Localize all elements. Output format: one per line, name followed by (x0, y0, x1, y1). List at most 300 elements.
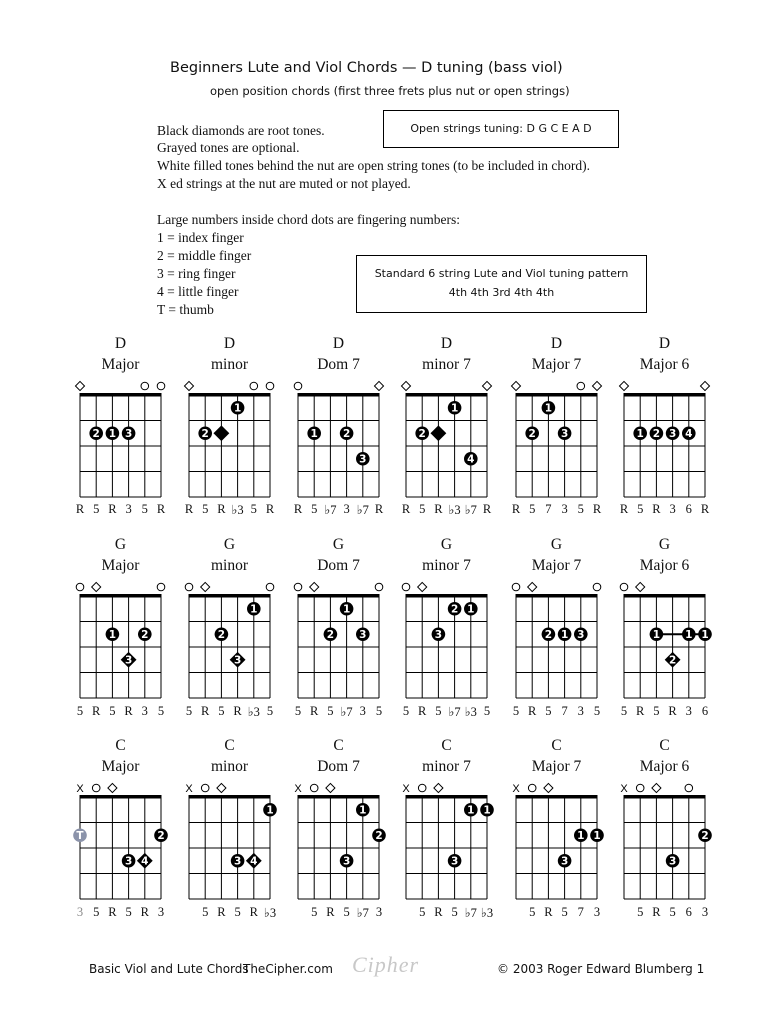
tone-label: R (293, 502, 303, 516)
tone-label: ♭7 (448, 705, 461, 719)
finger-dot (89, 426, 103, 440)
nut (516, 795, 598, 799)
tone-label: 5 (402, 704, 410, 718)
muted-string-marker: X (76, 783, 84, 795)
finger-number: 3 (668, 855, 677, 868)
tone-label: 5 (93, 502, 100, 516)
open-root-marker (528, 582, 537, 591)
finger-number: 1 (467, 603, 475, 616)
tone-label: 3 (359, 704, 366, 718)
tone-label: 5 (375, 704, 383, 718)
finger-number: 4 (685, 428, 693, 441)
tone-label: 5 (512, 704, 520, 718)
finger-dot (356, 803, 370, 817)
optional-thumb-dot (73, 828, 87, 842)
chord-diagram (504, 578, 614, 688)
finger-dot (138, 627, 152, 641)
tone-label: 5 (529, 905, 536, 919)
chord-diagram (394, 377, 504, 487)
tone-label: R (108, 905, 117, 919)
tone-label: 5 (202, 502, 209, 516)
legend-finger-2: 2 = middle finger (157, 248, 252, 263)
tone-label: 5 (561, 905, 568, 919)
finger-dot (263, 803, 277, 817)
chord-name (397, 333, 497, 375)
finger-dot (340, 426, 354, 440)
finger-dot (650, 627, 664, 641)
finger-dot (122, 426, 136, 440)
finger-dot (122, 854, 136, 868)
finger-dot (650, 426, 664, 440)
tone-label: ♭7 (464, 503, 477, 517)
open-string-marker (577, 382, 585, 390)
chord-quality: Dom 7 (317, 557, 360, 574)
chord-diagram (68, 779, 178, 889)
tone-label: R (140, 905, 149, 919)
chord-name (71, 534, 171, 576)
finger-number: 1 (467, 804, 475, 817)
tone-label: ♭7 (356, 503, 369, 517)
open-root-marker (652, 783, 661, 792)
finger-number: 1 (342, 603, 351, 616)
open-string-marker (512, 583, 520, 591)
chord-quality: Major 6 (639, 758, 690, 775)
open-root-marker (217, 783, 226, 792)
page-subtitle: open position chords (first three frets plus nut or open strings) (210, 84, 570, 98)
open-string-marker (418, 784, 426, 792)
tone-label: R (528, 704, 537, 718)
open-string-marker (141, 382, 149, 390)
finger-dot (682, 627, 696, 641)
footer-doc-title: Basic Viol and Lute Chords (89, 962, 249, 976)
finger-dot (340, 854, 354, 868)
open-root-marker (310, 582, 319, 591)
tone-label: R (592, 502, 602, 516)
finger-dot (542, 401, 556, 415)
root-finger-dot (246, 853, 262, 869)
finger-number: 4 (250, 855, 258, 868)
tone-label: 5 (294, 704, 302, 718)
open-root-marker (619, 381, 628, 390)
tone-label: 3 (593, 905, 601, 919)
finger-number: 1 (108, 629, 117, 642)
finger-dot (464, 602, 478, 616)
chord-quality: minor 7 (422, 557, 471, 574)
chord-root: C (115, 737, 126, 754)
tone-label: R (700, 502, 710, 516)
chord-root: D (658, 335, 671, 352)
chord-name (507, 333, 607, 375)
tone-label: 5 (234, 905, 241, 919)
muted-string-marker: X (512, 783, 520, 795)
nut (189, 393, 271, 397)
tone-label: 6 (685, 502, 692, 516)
tone-label: R (482, 502, 492, 516)
chord-quality: minor (210, 356, 249, 373)
finger-number: 3 (233, 654, 242, 667)
open-root-marker (201, 582, 210, 591)
chord-root: D (550, 335, 563, 352)
tone-label: 5 (620, 704, 628, 718)
finger-number: 2 (652, 428, 661, 441)
nut (80, 795, 162, 799)
finger-dot (231, 854, 245, 868)
tone-label: R (434, 905, 443, 919)
chord-diagram (177, 377, 287, 487)
open-root-marker (418, 582, 427, 591)
tone-label: 7 (561, 704, 568, 718)
tone-label: 5 (125, 905, 132, 919)
finger-number: 2 (528, 428, 536, 441)
tone-label: R (652, 905, 661, 919)
tone-label: R (310, 704, 319, 718)
tone-label: 5 (311, 502, 318, 516)
finger-number: 1 (108, 428, 117, 441)
finger-number: 1 (560, 629, 569, 642)
tone-label: 3 (76, 905, 84, 919)
chord-quality: Dom 7 (317, 758, 360, 775)
tone-label: 3 (375, 905, 383, 919)
chord-root: G (223, 536, 236, 553)
finger-dot (448, 602, 462, 616)
open-string-marker (76, 583, 84, 591)
nut (406, 795, 488, 799)
nut (624, 594, 706, 598)
finger-number: 1 (636, 428, 644, 441)
finger-dot (356, 452, 370, 466)
chord-diagram (286, 779, 396, 889)
finger-dot (590, 828, 604, 842)
tone-label: 3 (561, 502, 568, 516)
tone-label: ♭7 (464, 906, 477, 920)
open-string-marker (375, 583, 383, 591)
chord-quality: minor 7 (422, 758, 471, 775)
finger-number: 2 (201, 428, 209, 441)
tone-label: R (326, 905, 335, 919)
finger-dot (448, 401, 462, 415)
finger-dot (215, 627, 229, 641)
finger-dot (448, 854, 462, 868)
chord-name (507, 534, 607, 576)
root-finger-dot (213, 425, 229, 441)
tone-label: ♭3 (464, 705, 477, 719)
chord-root: D (332, 335, 345, 352)
finger-dot (464, 803, 478, 817)
open-string-marker (266, 382, 274, 390)
legend-root-tones: Black diamonds are root tones. (157, 123, 325, 138)
chord-name (71, 333, 171, 375)
tone-label: R (265, 502, 275, 516)
tone-label: 5 (311, 905, 318, 919)
finger-number: 2 (375, 830, 383, 843)
finger-number: 2 (157, 830, 165, 843)
tone-label: 5 (435, 704, 442, 718)
tone-label: 3 (577, 704, 584, 718)
open-root-marker (700, 381, 709, 390)
finger-number: 1 (593, 830, 601, 843)
finger-dot (372, 828, 386, 842)
chord-root: C (551, 737, 562, 754)
tone-label: R (233, 704, 242, 718)
tone-label: R (619, 502, 629, 516)
finger-number: 3 (342, 855, 351, 868)
finger-dot (558, 627, 572, 641)
finger-dot (106, 627, 120, 641)
finger-number: 3 (359, 453, 367, 466)
finger-dot (106, 426, 120, 440)
root-finger-dot (665, 652, 681, 668)
finger-number: 2 (668, 654, 677, 667)
tone-label: ♭3 (247, 705, 260, 719)
chord-quality: minor (210, 557, 249, 574)
tone-label: R (217, 502, 226, 516)
tone-label: 5 (419, 905, 426, 919)
legend-muted-strings: X ed strings at the nut are muted or not played. (157, 176, 411, 191)
tone-label: 7 (545, 502, 552, 516)
tone-label: 5 (266, 704, 274, 718)
tone-label: 5 (202, 905, 209, 919)
finger-number: 1 (577, 830, 585, 843)
finger-number: 3 (560, 428, 569, 441)
open-string-marker (201, 784, 209, 792)
tone-label: R (418, 704, 427, 718)
legend-finger-4: 4 = little finger (157, 284, 239, 299)
finger-dot (231, 401, 245, 415)
chord-diagram (612, 377, 722, 487)
tone-label: 5 (653, 704, 660, 718)
tone-label: 5 (529, 502, 536, 516)
finger-number: T (76, 830, 84, 843)
tone-label: 5 (637, 905, 644, 919)
nut (80, 594, 162, 598)
tone-label: R (108, 502, 117, 516)
chord-diagram (394, 779, 504, 889)
finger-number: 3 (124, 428, 133, 441)
tone-label: 5 (451, 905, 458, 919)
tone-label: 3 (669, 502, 676, 516)
finger-dot (666, 426, 680, 440)
tone-label: ♭7 (324, 503, 337, 517)
finger-number: 2 (326, 629, 335, 642)
tone-label: R (544, 905, 553, 919)
finger-number: 1 (310, 428, 318, 441)
chord-root: G (332, 536, 345, 553)
tone-label: R (201, 704, 210, 718)
tone-label: 3 (157, 905, 165, 919)
tone-label: R (401, 502, 411, 516)
finger-number: 3 (124, 654, 133, 667)
chord-name (180, 735, 280, 777)
open-string-marker (294, 583, 302, 591)
chord-root: G (658, 536, 671, 553)
footer-site: TheCipher.com (243, 962, 333, 976)
finger-number: 1 (250, 603, 258, 616)
chord-quality: Dom 7 (317, 356, 360, 373)
chord-diagram (286, 377, 396, 487)
tone-label: 5 (250, 502, 257, 516)
tone-label: 5 (637, 502, 644, 516)
chord-quality: Major 6 (639, 356, 690, 373)
muted-string-marker: X (185, 783, 193, 795)
nut (189, 795, 271, 799)
tone-label: R (668, 704, 677, 718)
chord-name (71, 735, 171, 777)
finger-number: 3 (450, 855, 459, 868)
chord-diagram (177, 779, 287, 889)
chord-quality: Major (101, 758, 140, 775)
open-string-marker (266, 583, 274, 591)
chord-quality: Major (101, 557, 140, 574)
chord-diagram (68, 377, 178, 487)
chord-name (289, 534, 389, 576)
chord-root: G (550, 536, 563, 553)
nut (406, 594, 488, 598)
muted-string-marker: X (402, 783, 410, 795)
finger-dot (633, 426, 647, 440)
tone-label: ♭3 (448, 503, 461, 517)
tone-label: 6 (685, 905, 692, 919)
nut (298, 594, 380, 598)
open-root-marker (544, 783, 553, 792)
tone-label: 5 (76, 704, 84, 718)
chord-root: D (223, 335, 236, 352)
chord-quality: Major 7 (531, 356, 582, 373)
tone-label: R (184, 502, 194, 516)
chord-diagram (394, 578, 504, 688)
finger-dot (307, 426, 321, 440)
tone-label: 5 (545, 704, 552, 718)
chord-name (615, 534, 715, 576)
finger-number: 1 (544, 402, 553, 415)
chord-diagram (504, 377, 614, 487)
tone-label: 5 (185, 704, 193, 718)
tone-label: ♭3 (263, 906, 277, 920)
tone-label: 5 (483, 704, 491, 718)
chord-diagram (286, 578, 396, 688)
tone-label: 5 (327, 704, 334, 718)
open-root-marker (92, 582, 101, 591)
finger-number: 2 (342, 428, 351, 441)
nut (624, 795, 706, 799)
legend-fingering-intro: Large numbers inside chord dots are fingering numbers: (157, 212, 461, 227)
root-finger-dot (121, 652, 137, 668)
finger-dot (340, 602, 354, 616)
chord-quality: minor (210, 758, 249, 775)
finger-dot (154, 828, 168, 842)
finger-dot (525, 426, 539, 440)
finger-number: 3 (434, 629, 443, 642)
tone-label: 3 (701, 905, 709, 919)
chord-root: C (659, 737, 670, 754)
tone-label: 3 (343, 502, 350, 516)
tone-label: 5 (93, 905, 100, 919)
tone-label: 3 (685, 704, 692, 718)
legend-finger-3: 3 = ring finger (157, 266, 236, 281)
tone-label: ♭3 (231, 503, 244, 517)
tone-label: R (217, 905, 226, 919)
chord-root: G (114, 536, 127, 553)
tone-label: R (434, 502, 443, 516)
chord-root: D (114, 335, 127, 352)
tone-label: ♭3 (480, 906, 494, 920)
tuning-pattern-box (356, 255, 647, 313)
finger-number: 2 (141, 629, 149, 642)
tone-label: R (249, 905, 258, 919)
finger-dot (198, 426, 212, 440)
finger-dot (558, 426, 572, 440)
finger-number: 1 (483, 804, 491, 817)
tone-label: 5 (109, 704, 116, 718)
finger-dot (356, 627, 370, 641)
finger-dot (247, 602, 261, 616)
open-string-marker (92, 784, 100, 792)
chord-name (507, 735, 607, 777)
nut (516, 393, 598, 397)
open-string-marker (294, 382, 302, 390)
tone-label: 5 (577, 502, 584, 516)
finger-number: 3 (233, 855, 242, 868)
finger-dot (574, 828, 588, 842)
chord-root: D (440, 335, 453, 352)
open-root-marker (511, 381, 520, 390)
tuning-pattern-title: Standard 6 string Lute and Viol tuning pattern (374, 267, 629, 280)
tone-label: 5 (141, 502, 148, 516)
nut (406, 393, 488, 397)
chord-root: C (441, 737, 452, 754)
open-string-marker (593, 583, 601, 591)
chord-name (615, 333, 715, 375)
tuning-pattern-intervals: 4th 4th 3rd 4th 4th (448, 286, 555, 299)
tone-label: 3 (125, 502, 132, 516)
open-root-marker (75, 381, 84, 390)
root-finger-dot (137, 853, 153, 869)
legend-open-strings: White filled tones behind the nut are open string tones (to be included in chord). (157, 158, 591, 173)
chord-root: C (333, 737, 344, 754)
nut (298, 393, 380, 397)
finger-number: 3 (668, 428, 677, 441)
chord-quality: Major 7 (531, 557, 582, 574)
cipher-logo: Cipher (352, 952, 420, 977)
chord-name (180, 534, 280, 576)
finger-dot (698, 627, 712, 641)
finger-number: 1 (450, 402, 459, 415)
finger-number: 2 (92, 428, 100, 441)
tone-label: 5 (669, 905, 676, 919)
tone-label: R (75, 502, 85, 516)
legend-finger-1: 1 = index finger (157, 230, 244, 245)
finger-dot (542, 627, 556, 641)
finger-dot (698, 828, 712, 842)
legend-thumb: T = thumb (157, 302, 214, 317)
open-string-marker (250, 382, 258, 390)
finger-number: 1 (266, 804, 274, 817)
finger-number: 1 (359, 804, 367, 817)
muted-string-marker: X (294, 783, 302, 795)
tuning-box: Open strings tuning: D G C E A D (383, 110, 619, 148)
chord-name (289, 333, 389, 375)
finger-dot (464, 452, 478, 466)
open-string-marker (185, 583, 193, 591)
finger-number: 1 (233, 402, 242, 415)
open-string-marker (310, 784, 318, 792)
tone-label: R (92, 704, 101, 718)
open-string-marker (620, 583, 628, 591)
finger-dot (574, 627, 588, 641)
tone-label: 6 (701, 704, 709, 718)
chord-quality: Major (101, 356, 140, 373)
chord-quality: minor 7 (422, 356, 471, 373)
open-root-marker (108, 783, 117, 792)
